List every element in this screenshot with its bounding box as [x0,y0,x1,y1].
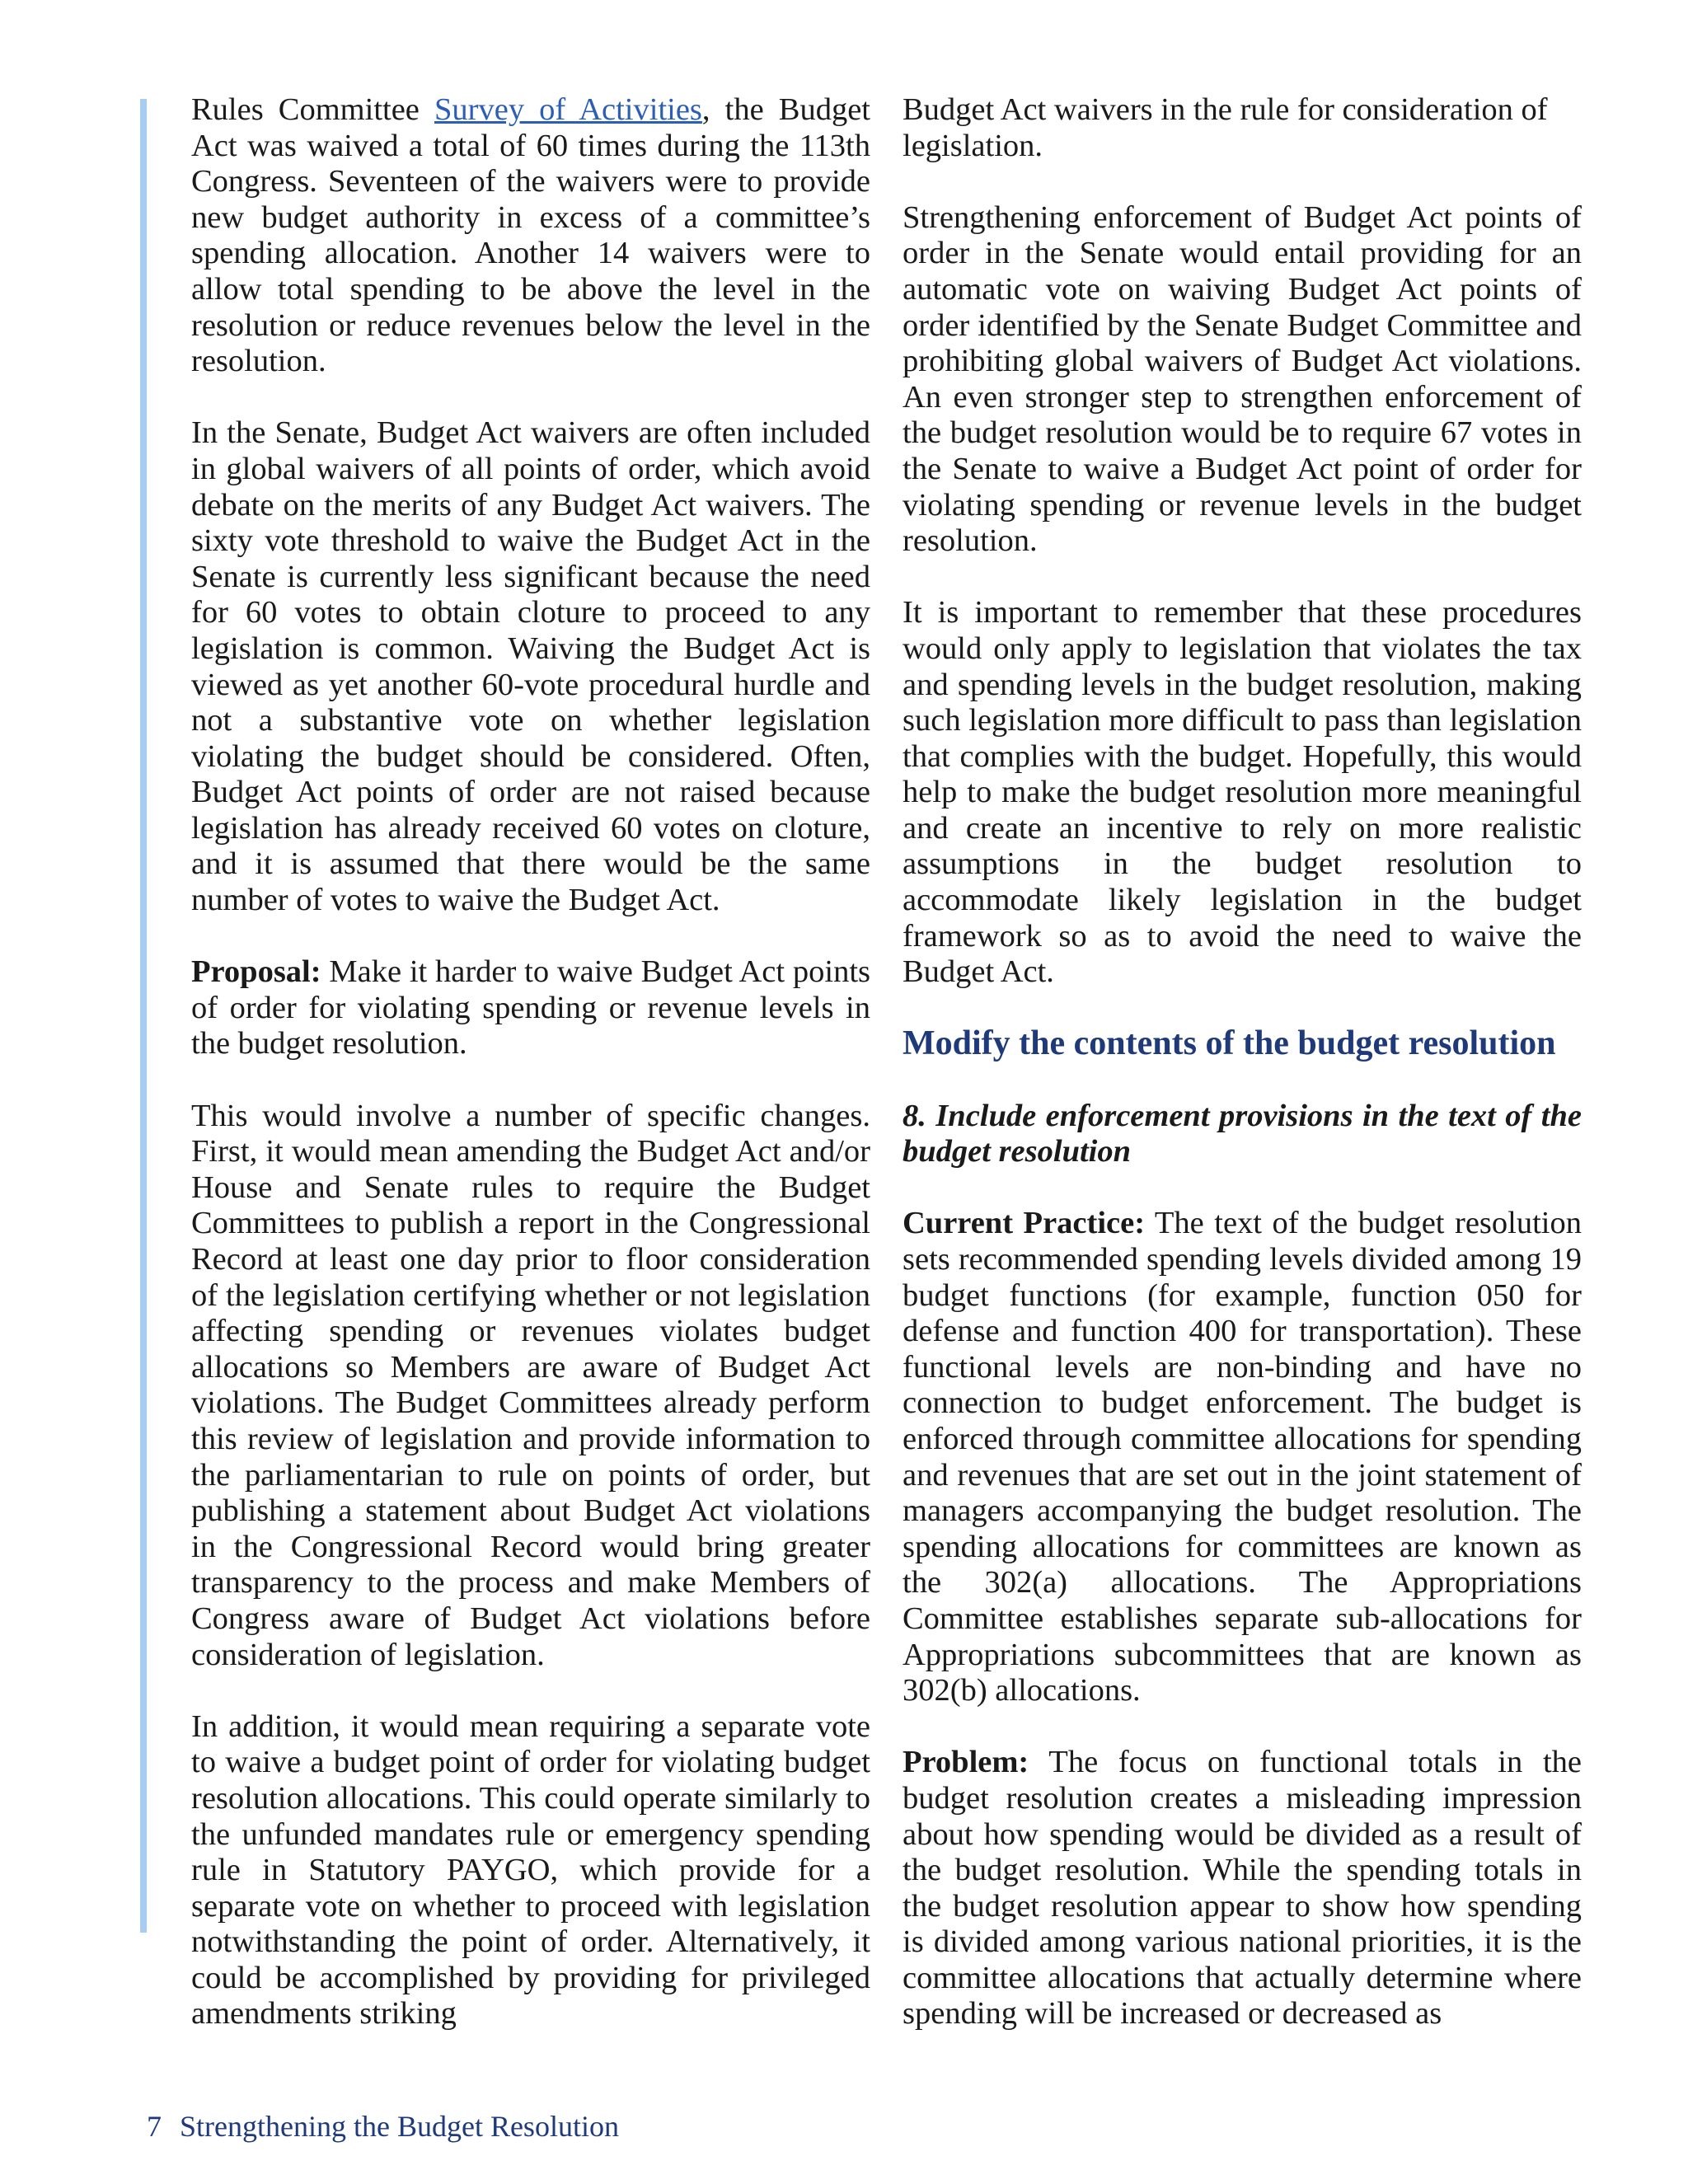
section-heading: Modify the contents of the budget resolution [903,1024,1556,1063]
survey-of-activities-link[interactable]: Survey of Activities [434,92,702,127]
proposal-text: Make it harder to waive Budget Act points of order for violating spending or revenue levels in the budget resolution. [191,954,870,1062]
subsection-heading: 8. Include enforcement provisions in the text of the budget resolution [903,1098,1582,1169]
current-practice-text: The text of the budget resolution sets recommended spending levels divided among 19 budget functions (for example, function 050 for defense and function 400 for transportation). These functional levels are non-binding and have no connection to budget enforcement. The budget is enforced through committee allocations for spending and revenues that are set out in the joint statement of managers accompanying the budget resolution. The spending allocations for committees are known as the 302(a) allocations. The Appropriations Committee establishes separate sub-allocations for Appropriations subcommittees that are known as 302(b) allocations. [903,1206,1582,1708]
paragraph-waiver-stats [191,92,870,380]
page-number: 7 [147,2110,162,2143]
paragraph-senate-enforcement: Strengthening enforcement of Budget Act points of order in the Senate would entail providing for an automatic vote on waiving Budget Act points of order identified by the Senate Budget Committee and prohibiting global waivers of Budget Act violations. An even stronger step to strengthen enforcement of the budget resolution would be to require 67 votes in the Senate to waive a Budget Act point of order for violating spending or revenue levels in the budget resolution. [903,199,1582,559]
margin-accent-rule [140,99,147,1933]
paragraph-specific-changes: This would involve a number of specific changes. First, it would mean amending the Budget Act and/or House and Senate rules to require the Budget Committees to publish a report in the Congressional Record at least one day prior to floor consideration of the legislation certifying whether or not legislation affecting spending or revenues violates budget allocations so Members are aware of Budget Act violations. The Budget Committees already perform this review of legislation and provide information to the parliamentarian to rule on points of order, but publishing a statement about Budget Act violations in the Congressional Record would bring greater transparency to the process and make Members of Congress aware of Budget Act violations before consideration of legislation. [191,1098,870,1672]
paragraph-continuation: Budget Act waivers in the rule for consideration of legislation. [903,92,1548,163]
paragraph-procedures: It is important to remember that these procedures would only apply to legislation that violates the tax and spending levels in the budget resolution, making such legislation more difficult to pass than legislation that complies with the budget. Hopefully, this would help to make the budget resolution more meaningful and create an incentive to rely on more realistic assumptions in the budget resolution to accommodate likely legislation in the budget framework so as to avoid the need to waive the Budget Act. [903,595,1582,990]
paragraph-problem [903,1745,1582,2032]
paragraph-proposal [191,954,870,1062]
left-column [191,92,870,2032]
page-footer [147,2108,619,2144]
paragraph-text: Rules Committee [191,92,434,127]
problem-label: Problem: [903,1745,1029,1780]
paragraph-separate-vote: In addition, it would mean requiring a separate vote to waive a budget point of order for violating budget resolution allocations. This could operate similarly to the unfunded mandates rule or emergency spending rule in Statutory PAYGO, which provide for a separate vote on whether to proceed with legislation notwithstanding the point of order. Alternatively, it could be accomplished by providing for privileged amendments striking [191,1708,870,2032]
paragraph-text: , the Budget Act was waived a total of 60 times during the 113th Congress. Seventeen of the waivers were to provide new budget authority in excess of a committee’s spending allocation. Another 14 waivers were to allow total spending to be above the level in the resolution or reduce revenues below the level in the resolution. [191,92,870,379]
current-practice-label: Current Practice: [903,1206,1146,1241]
paragraph-senate-waivers: In the Senate, Budget Act waivers are often included in global waivers of all points of order, which avoid debate on the merits of any Budget Act waivers. The sixty vote threshold to waive the Budget Act in the Senate is currently less significant because the need for 60 votes to obtain cloture to proceed to any legislation is common. Waiving the Budget Act is viewed as yet another 60-vote procedural hurdle and not a substantive vote on whether legislation violating the budget should be considered. Often, Budget Act points of order are not raised because legislation has already received 60 votes on cloture, and it is assumed that there would be the same number of votes to waive the Budget Act. [191,415,870,918]
problem-text: The focus on functional totals in the budget resolution creates a misleading impression about how spending would be divided as a result of the budget resolution. While the spending totals in the budget resolution appear to show how spending is divided among various national priorities, it is the committee allocations that actually determine where spending will be increased or decreased as [903,1745,1582,2032]
running-title: Strengthening the Budget Resolution [180,2110,619,2143]
proposal-label: Proposal: [191,954,321,990]
paragraph-current-practice [903,1206,1582,1708]
right-column [903,92,1582,2032]
